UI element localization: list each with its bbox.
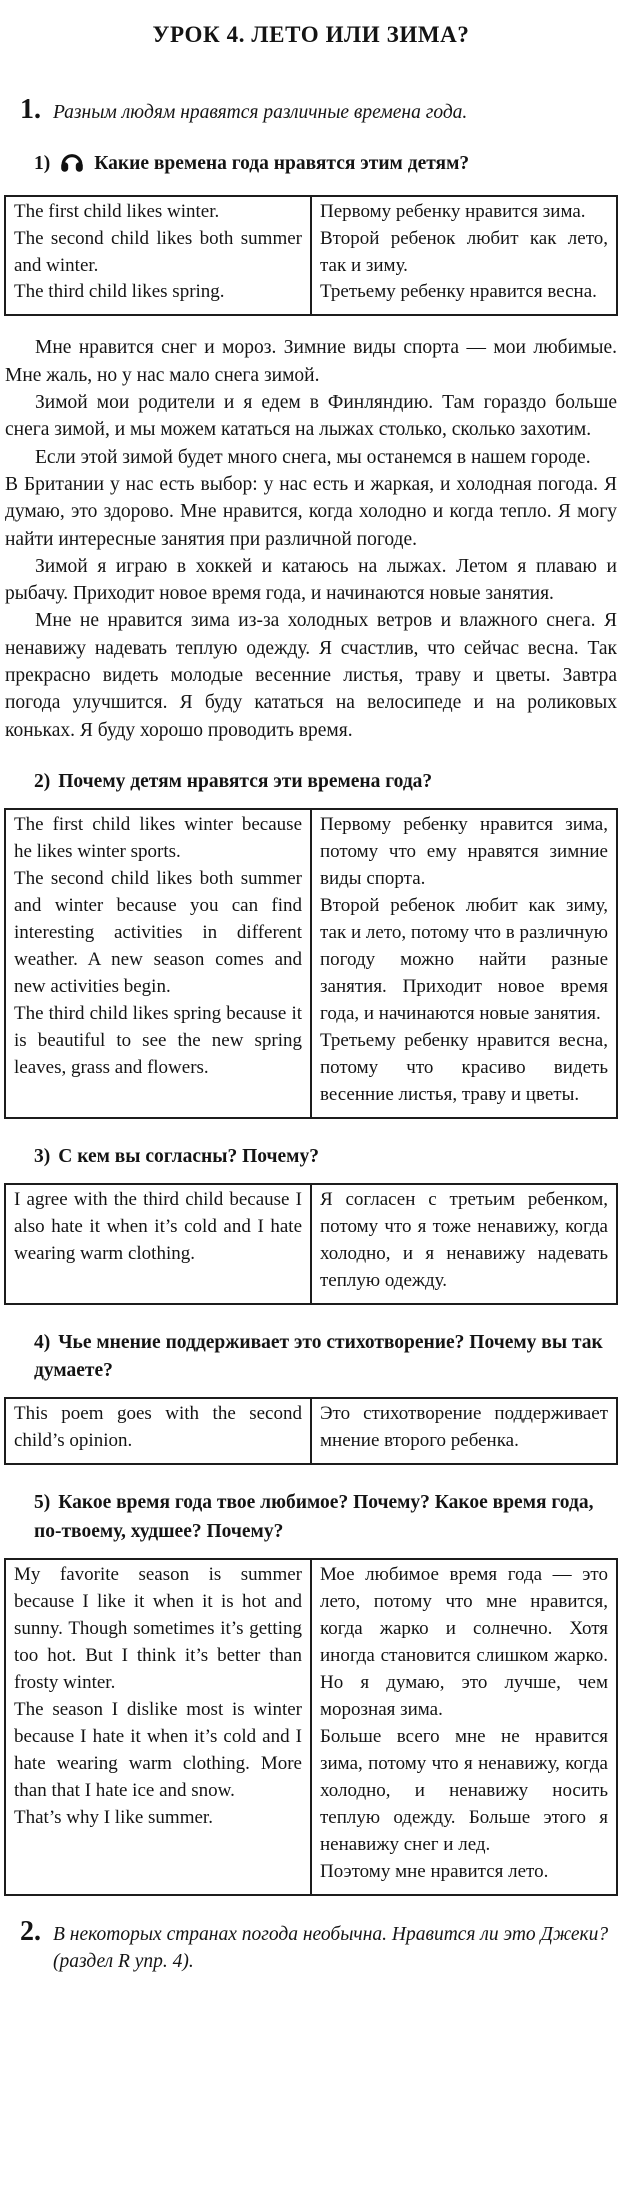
table-row <box>5 1184 617 1304</box>
lesson-title: УРОК 4. ЛЕТО ИЛИ ЗИМА? <box>152 22 470 47</box>
question-1-number: 1) <box>34 153 51 175</box>
question-2-number: 2) <box>34 770 51 792</box>
exercise-2-text: В некоторых странах погода необычна. Нравится ли это Джеки? (раздел R упр. 4). <box>53 1923 609 1972</box>
answer-line: Третьему ребенку нравится весна, потому что красиво видеть весенние листья, траву и цветы. <box>320 1029 608 1105</box>
question-3-heading <box>34 1143 610 1171</box>
answer-line: Это стихотворение поддерживает мнение второго ребенка. <box>320 1403 608 1452</box>
question-4-heading <box>34 1329 610 1386</box>
question-5-number: 5) <box>34 1492 51 1514</box>
question-5-text: Какое время года твое любимое? Почему? Какое время года, по-твоему, худшее? Почему? <box>34 1492 594 1542</box>
answer-line: Второй ребенок любит как зиму, так и лето, потому что в различную погоду можно найти разные занятия. Приходит новое время года, и начинаются новые занятия. <box>320 895 608 1024</box>
question-3-number: 3) <box>34 1145 51 1167</box>
exercise-1-number: 1. <box>20 94 41 125</box>
answer-line: The second child likes both summer and winter. <box>14 227 302 276</box>
monologue-paragraph-1: Мне нравится снег и мороз. Зимние виды спорта — мои любимые. Мне жаль, но у нас мало снега зимой. <box>5 337 617 386</box>
answer-line: The third child likes spring because it is beautiful to see the new spring leaves, grass and flowers. <box>14 1002 302 1078</box>
answer-table-3 <box>4 1183 618 1305</box>
english-cell <box>5 1559 311 1895</box>
answer-line: That’s why I like summer. <box>14 1806 213 1828</box>
answer-line: Первому ребенку нравится зима. <box>320 200 586 222</box>
question-1-text: Какие времена года нравятся этим детям? <box>94 153 470 175</box>
answer-line: The first child likes winter because he likes winter sports. <box>14 814 302 863</box>
monologue-paragraph-2: Зимой мои родители и я едем в Финляндию. Там гораздо больше снега зимой, и мы можем кататься на лыжах столько, сколько захотим. <box>5 392 617 441</box>
monologue-paragraph-4: В Британии у нас есть выбор: у нас есть и жаркая, и холодная погода. Я думаю, это здорово. Мне нравится, когда холодно и когда тепло. Я могу найти интересные занятия при различной погоде. <box>5 473 617 550</box>
answer-line: This poem goes with the second child’s opinion. <box>14 1403 302 1452</box>
exercise-1-text: Разным людям нравятся различные времена года. <box>53 102 468 123</box>
answer-line: Первому ребенку нравится зима, потому что ему нравятся зимние виды спорта. <box>320 814 608 890</box>
answer-line: The second child likes both summer and winter because you can find interesting activities in different weather. A new season comes and new activities begin. <box>14 868 302 997</box>
english-cell <box>5 196 311 316</box>
english-cell <box>5 1398 311 1464</box>
table-row <box>5 1559 617 1895</box>
table-row <box>5 196 617 316</box>
answer-line: Второй ребенок любит как лето, так и зиму. <box>320 227 608 276</box>
question-5-heading <box>34 1489 610 1546</box>
headphones-icon <box>60 151 84 182</box>
answer-line: Поэтому мне нравится лето. <box>320 1860 549 1882</box>
table-row <box>5 1398 617 1464</box>
english-cell <box>5 809 311 1118</box>
russian-cell <box>311 809 617 1118</box>
russian-cell <box>311 1398 617 1464</box>
answer-line: My favorite season is summer because I like it when it is hot and sunny. Though sometimes it’s getting too hot. But I think it’s better than frosty winter. <box>14 1563 302 1693</box>
listening-monologues <box>5 334 617 743</box>
answer-table-5 <box>4 1558 618 1896</box>
question-4-number: 4) <box>34 1331 51 1353</box>
table-row <box>5 809 617 1118</box>
english-cell <box>5 1184 311 1304</box>
answer-line: I agree with the third child because I also hate it when it’s cold and I hate wearing warm clothing. <box>14 1189 302 1265</box>
monologue-paragraph-3: Если этой зимой будет много снега, мы останемся в нашем городе. <box>35 446 591 468</box>
answer-line: The first child likes winter. <box>14 200 220 222</box>
question-4-text: Чье мнение поддерживает это стихотворение? Почему вы так думаете? <box>34 1331 603 1382</box>
russian-cell <box>311 196 617 316</box>
answer-table-2 <box>4 808 618 1119</box>
answer-line: Я согласен с третьим ребенком, потому что я тоже ненавижу, когда холодно, и я ненавижу надевать теплую одежду. <box>320 1189 608 1291</box>
answer-line: Больше всего мне не нравится зима, потому что я ненавижу, когда холодно, и ненавижу носить теплую одежду. Больше этого я ненавижу снег и лед. <box>320 1725 608 1855</box>
exercise-2 <box>4 1915 618 1976</box>
question-1-heading <box>34 150 610 182</box>
answer-line: The third child likes spring. <box>14 281 225 303</box>
question-2-heading <box>34 768 610 796</box>
answer-line: The season I dislike most is winter because I hate it when it’s cold and I hate wearing warm clothing. More than that I hate ice and snow. <box>14 1698 302 1801</box>
monologue-paragraph-6: Мне не нравится зима из-за холодных ветров и влажного снега. Я ненавижу надевать теплую одежду. Я счастлив, что сейчас весна. Так прекрасно видеть молодые весенние листья, траву и цветы. Завтра погода улучшится. Я буду кататься на велосипеде и на роликовых коньках. Я буду хорошо проводить время. <box>5 610 617 741</box>
exercise-1 <box>4 96 618 126</box>
answer-line: Мое любимое время года — это лето, потому что мне нравится, когда жарко и солнечно. Хотя иногда становится слишком жарко. Но я думаю, это лучше, чем морозная зима. <box>320 1563 608 1720</box>
question-3-text: С кем вы согласны? Почему? <box>58 1145 319 1167</box>
answer-table-1 <box>4 195 618 317</box>
question-2-text: Почему детям нравятся эти времена года? <box>58 770 433 792</box>
russian-cell <box>311 1184 617 1304</box>
answer-table-4 <box>4 1397 618 1465</box>
answer-line: Третьему ребенку нравится весна. <box>320 281 597 303</box>
russian-cell <box>311 1559 617 1895</box>
exercise-2-number: 2. <box>20 1915 41 1947</box>
monologue-paragraph-5: Зимой я играю в хоккей и катаюсь на лыжах. Летом я плаваю и рыбачу. Приходит новое время года, и начинаются новые занятия. <box>5 555 617 605</box>
